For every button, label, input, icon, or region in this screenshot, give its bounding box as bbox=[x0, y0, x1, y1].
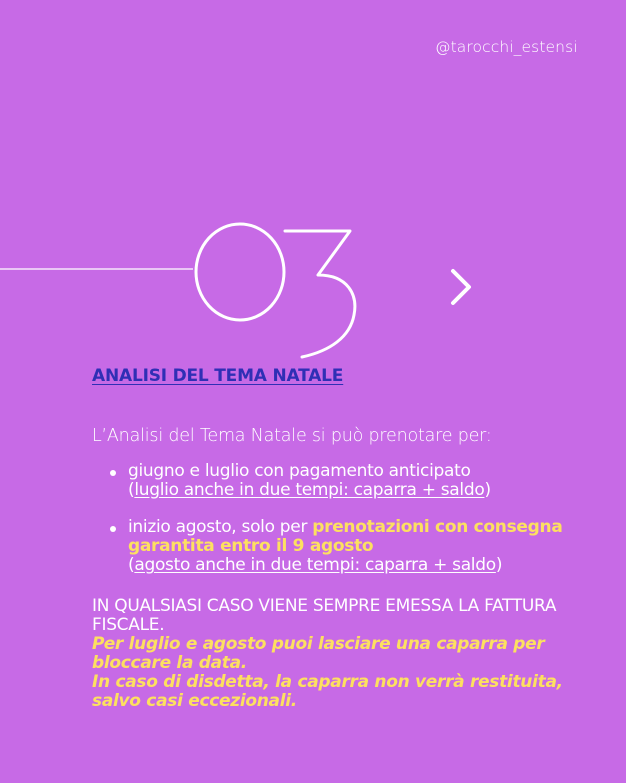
offer-text: giugno e luglio con pagamento anticipato bbox=[128, 461, 471, 481]
closing-notes bbox=[92, 597, 592, 711]
numeral-three bbox=[285, 231, 355, 357]
section-title: ANALISI DEL TEMA NATALE bbox=[92, 366, 344, 386]
note-paren-open: ( bbox=[128, 555, 135, 575]
fiscal-statement: IN QUALSIASI CASO VIENE SEMPRE EMESSA LA FATTURA FISCALE. bbox=[92, 596, 557, 635]
section-number-03 bbox=[196, 224, 355, 357]
chevron-right-icon[interactable] bbox=[453, 271, 469, 303]
note-paren-close: ) bbox=[484, 480, 491, 500]
note-paren-close: ) bbox=[495, 555, 503, 575]
hero-decoration bbox=[0, 215, 626, 365]
offer-item-august bbox=[108, 518, 578, 575]
offer-highlight: prenotazioni con consegna garantita entro il 9 agosto bbox=[128, 517, 563, 556]
note-paren-open: ( bbox=[128, 480, 135, 500]
instagram-handle: @tarocchi_estensi bbox=[435, 38, 578, 56]
offer-note: luglio anche in due tempi: caparra + saldo bbox=[134, 480, 485, 500]
offer-note: agosto anche in due tempi: caparra + saldo bbox=[134, 555, 496, 575]
bullet bbox=[110, 470, 116, 476]
offer-item-june-july bbox=[108, 462, 578, 500]
numeral-zero bbox=[196, 224, 284, 320]
bullet bbox=[110, 526, 116, 532]
offer-list bbox=[108, 462, 578, 593]
intro-text: L’Analisi del Tema Natale si può prenotare per: bbox=[92, 426, 492, 446]
offer-text: inizio agosto, solo per bbox=[128, 517, 313, 537]
deposit-note: Per luglio e agosto puoi lasciare una caparra per bloccare la data. bbox=[92, 634, 545, 673]
cancellation-note: In caso di disdetta, la caparra non verrà restituita, salvo casi eccezionali. bbox=[92, 672, 563, 711]
